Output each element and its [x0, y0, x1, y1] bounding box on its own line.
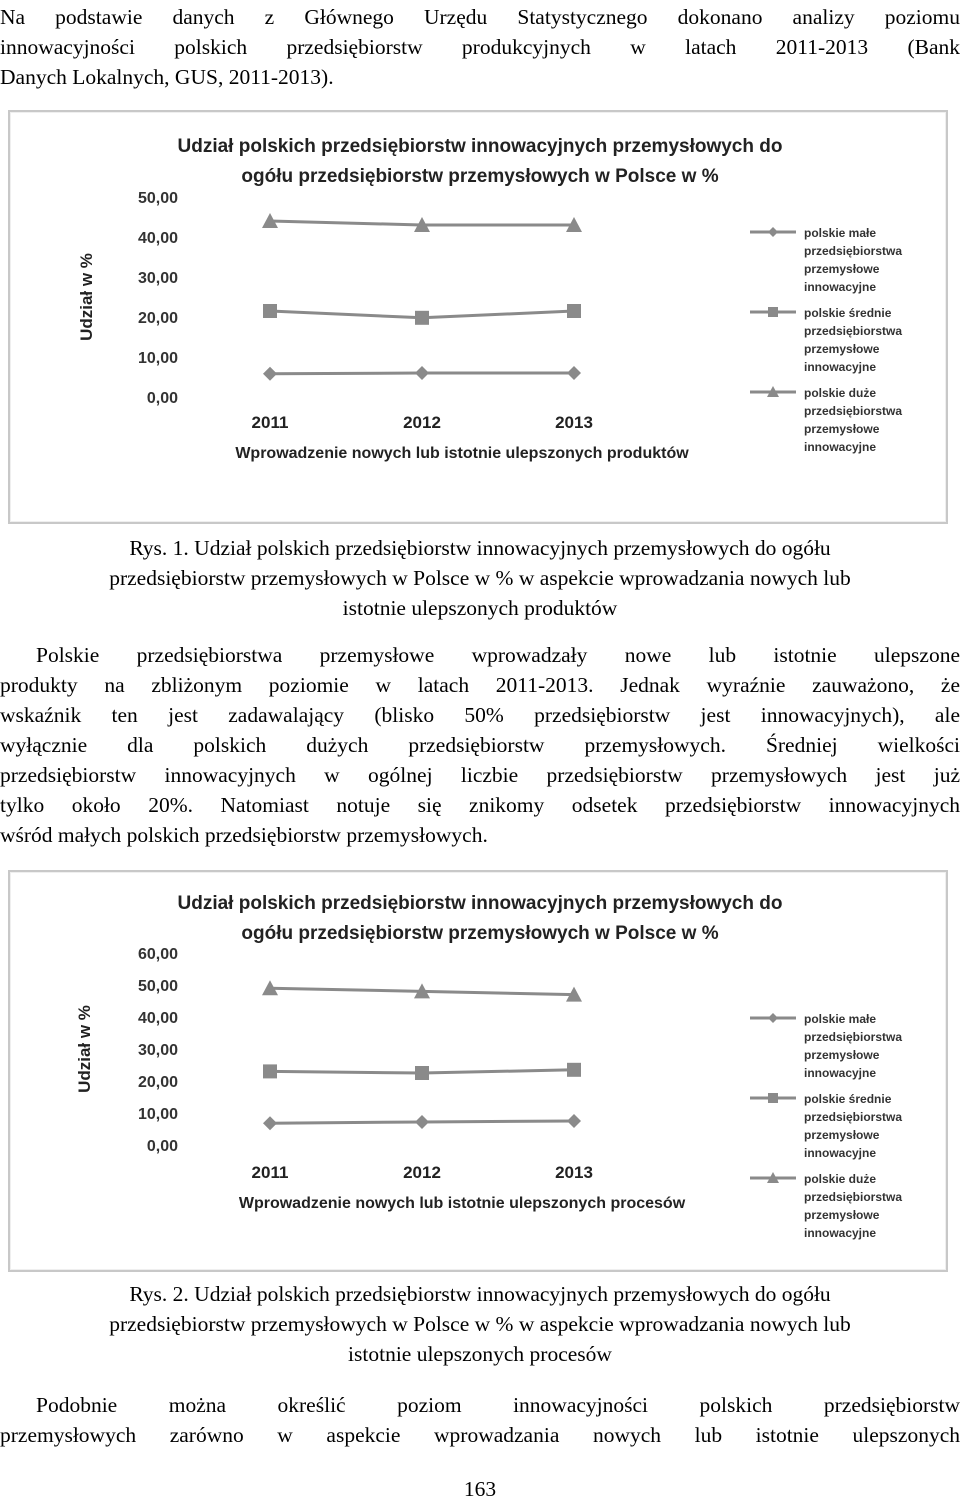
square-marker: [415, 1066, 429, 1080]
x-tick-label: 2011: [251, 413, 289, 432]
legend-label-line: przedsiębiorstwa: [804, 1110, 903, 1124]
intro-line: innowacyjności polskich przedsiębiorstw produkcyjnych w latach 2011-2013 (Bank: [0, 35, 960, 59]
x-tick-label: 2011: [251, 1163, 289, 1182]
y-tick-label: 20,00: [137, 310, 178, 327]
caption-line: przedsiębiorstw przemysłowych w Polsce w % w aspekcie wprowadzania nowych lub: [109, 566, 851, 590]
legend-entry: [750, 1172, 902, 1240]
x-tick-label: 2013: [555, 413, 593, 432]
body-paragraph-3: [0, 1390, 960, 1450]
caption-line: Rys. 2. Udział polskich przedsiębiorstw innowacyjnych przemysłowych do ogółu: [129, 1282, 831, 1306]
legend-label-line: polskie duże: [804, 1172, 877, 1186]
y-tick-label: 60,00: [137, 946, 178, 963]
body-line: Polskie przedsiębiorstwa przemysłowe wprowadzały nowe lub istotnie ulepszone: [36, 643, 960, 667]
y-tick-label: 30,00: [137, 1042, 178, 1059]
legend-label-line: polskie małe: [804, 1012, 877, 1026]
y-tick-label: 20,00: [137, 1074, 178, 1091]
y-tick-label: 10,00: [137, 1106, 178, 1123]
legend-label-line: innowacyjne: [804, 280, 877, 294]
legend-entry: [750, 306, 902, 374]
body-paragraph-2: [0, 640, 960, 850]
chart-2: [10, 872, 946, 1270]
x-axis-label: Wprowadzenie nowych lub istotnie ulepszonych produktów: [235, 445, 689, 462]
diamond-marker: [567, 1114, 581, 1128]
caption-line: przedsiębiorstw przemysłowych w Polsce w % w aspekcie wprowadzania nowych lub: [109, 1312, 851, 1336]
body-line: produkty na zbliżonym poziomie w latach 2011-2013. Jednak wyraźnie zauważono, że: [0, 673, 960, 697]
series-2: [263, 304, 581, 325]
page-number: 163: [463, 1477, 497, 1501]
y-tick-label: 40,00: [137, 230, 178, 247]
chart-title-line: Udział polskich przedsiębiorstw innowacyjnych przemysłowych do: [177, 136, 783, 157]
legend-label-line: innowacyjne: [804, 1146, 877, 1160]
y-tick-label: 50,00: [137, 190, 178, 207]
body-line: wyłącznie dla polskich dużych przedsiębiorstw przemysłowych. Średniej wielkości: [0, 733, 960, 757]
caption-line: Rys. 1. Udział polskich przedsiębiorstw innowacyjnych przemysłowych do ogółu: [129, 536, 831, 560]
legend-entry: [750, 386, 902, 454]
square-marker: [415, 311, 429, 325]
body-line: wśród małych polskich przedsiębiorstw przemysłowych.: [0, 823, 488, 847]
legend-label-line: przemysłowe: [804, 1208, 880, 1222]
x-tick-label: 2012: [403, 1163, 441, 1182]
series-2: [263, 1063, 581, 1080]
legend-label-line: polskie duże: [804, 386, 877, 400]
y-tick-label: 30,00: [137, 270, 178, 287]
x-axis-label: Wprowadzenie nowych lub istotnie ulepszonych procesów: [238, 1195, 686, 1212]
y-tick-label: 10,00: [137, 350, 178, 367]
legend-label-line: przedsiębiorstwa: [804, 404, 903, 418]
y-tick-label: 50,00: [137, 978, 178, 995]
intro-line: Danych Lokalnych, GUS, 2011-2013).: [0, 65, 334, 89]
y-tick-label: 0,00: [146, 1138, 178, 1155]
body-line: przedsiębiorstw innowacyjnych w ogólnej liczbie przedsiębiorstw przemysłowych jest już: [0, 763, 960, 787]
legend-entry: [750, 1092, 902, 1160]
legend-label-line: polskie średnie: [804, 306, 892, 320]
legend-label-line: innowacyjne: [804, 440, 877, 454]
intro-line: Na podstawie danych z Głównego Urzędu Statystycznego dokonano analizy poziomu: [0, 5, 960, 29]
legend-label-line: przedsiębiorstwa: [804, 1190, 903, 1204]
square-marker: [768, 307, 778, 317]
figure-1-caption: [0, 533, 960, 623]
y-tick-label: 40,00: [137, 1010, 178, 1027]
legend-entry: [750, 1012, 902, 1080]
legend-label-line: przedsiębiorstwa: [804, 244, 903, 258]
diamond-marker: [768, 227, 778, 237]
legend-label-line: przedsiębiorstwa: [804, 324, 903, 338]
chart-1: [10, 112, 946, 522]
diamond-marker: [263, 367, 277, 381]
legend-entry: [750, 226, 902, 294]
legend-label-line: przemysłowe: [804, 1128, 880, 1142]
legend-label-line: przedsiębiorstwa: [804, 1030, 903, 1044]
diamond-marker: [415, 366, 429, 380]
legend-label-line: przemysłowe: [804, 342, 880, 356]
legend-label-line: przemysłowe: [804, 1048, 880, 1062]
square-marker: [263, 304, 277, 318]
square-marker: [768, 1093, 778, 1103]
series-3: [262, 213, 582, 232]
chart-2-frame: [8, 870, 948, 1272]
body-line: wskaźnik ten jest zadawalający (blisko 50% przedsiębiorstw jest innowacyjnych), ale: [0, 703, 960, 727]
square-marker: [567, 304, 581, 318]
figure-2-caption: [0, 1279, 960, 1369]
diamond-marker: [567, 366, 581, 380]
square-marker: [263, 1064, 277, 1078]
x-tick-label: 2012: [403, 413, 441, 432]
legend-label-line: polskie średnie: [804, 1092, 892, 1106]
diamond-marker: [768, 1013, 778, 1023]
series-1: [263, 366, 581, 381]
chart-title-line: Udział polskich przedsiębiorstw innowacyjnych przemysłowych do: [177, 893, 783, 914]
chart-1-frame: [8, 110, 948, 524]
chart-title-line: ogółu przedsiębiorstw przemysłowych w Polsce w %: [241, 166, 719, 187]
body-line: przemysłowych zarówno w aspekcie wprowadzania nowych lub istotnie ulepszonych: [0, 1423, 960, 1447]
body-line: tylko około 20%. Natomiast notuje się znikomy odsetek przedsiębiorstw innowacyjnych: [0, 793, 960, 817]
body-line: Podobnie można określić poziom innowacyjności polskich przedsiębiorstw: [36, 1393, 960, 1417]
legend-label-line: innowacyjne: [804, 1066, 877, 1080]
legend-label-line: polskie małe: [804, 226, 877, 240]
diamond-marker: [415, 1115, 429, 1129]
caption-line: istotnie ulepszonych produktów: [342, 596, 618, 620]
square-marker: [567, 1063, 581, 1077]
series-3: [262, 980, 582, 1001]
y-axis-label: Udział w %: [75, 1005, 94, 1093]
legend-label-line: przemysłowe: [804, 262, 880, 276]
intro-paragraph: [0, 2, 960, 92]
diamond-marker: [263, 1116, 277, 1130]
legend-label-line: przemysłowe: [804, 422, 880, 436]
chart-title-line: ogółu przedsiębiorstw przemysłowych w Polsce w %: [241, 923, 719, 944]
y-axis-label: Udział w %: [77, 253, 96, 341]
x-tick-label: 2013: [555, 1163, 593, 1182]
series-1: [263, 1114, 581, 1130]
y-tick-label: 0,00: [146, 390, 178, 407]
caption-line: istotnie ulepszonych procesów: [348, 1342, 612, 1366]
legend-label-line: innowacyjne: [804, 360, 877, 374]
legend-label-line: innowacyjne: [804, 1226, 877, 1240]
